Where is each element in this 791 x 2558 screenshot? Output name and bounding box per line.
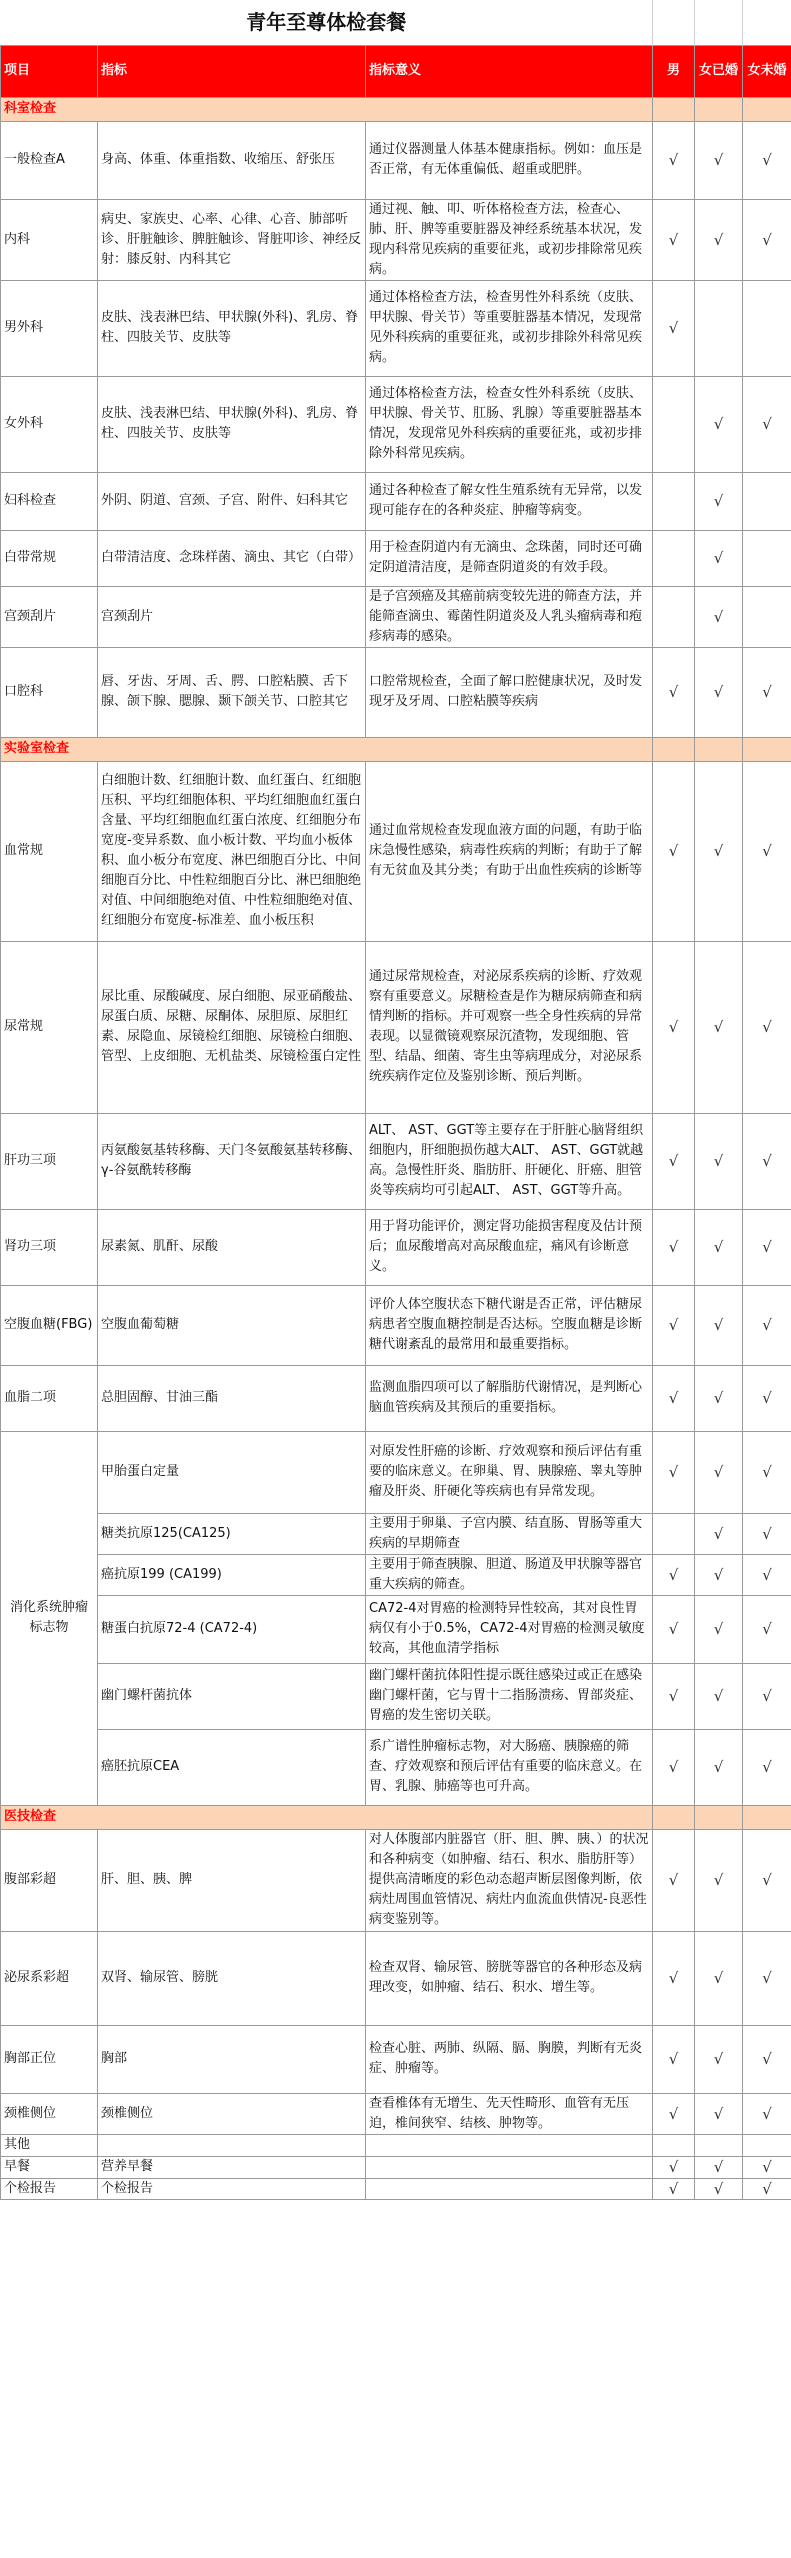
female-married-check: √ xyxy=(695,1431,743,1513)
row-indicator: 白细胞计数、红细胞计数、血红蛋白、红细胞压积、平均红细胞体积、平均红细胞血红蛋白含量、平均红细胞血红蛋白浓度、红细胞分布宽度-变异系数、血小板计数、平均血小板体积、血小板分布宽度、淋巴细胞百分比、中间细胞百分比、中性粒细胞百分比、淋巴细胞绝对值、中间细胞绝对值、中性粒细胞绝对值、红细胞分布宽度-标准差、血小板压积 xyxy=(98,761,366,941)
section-blank xyxy=(695,1805,743,1829)
female-married-check: √ xyxy=(695,199,743,280)
row-indicator: 幽门螺杆菌抗体 xyxy=(98,1663,366,1729)
female-married-check: √ xyxy=(695,1513,743,1554)
row-meaning: 通过视、触、叩、听体格检查方法，检查心、肺、肝、脾等重要脏器及神经系统基本状况，发现内科常见疾病的重要征兆，或初步排除常见疾病。 xyxy=(366,199,653,280)
row-indicator: 个检报告 xyxy=(98,2178,366,2199)
table-row xyxy=(1,1554,791,1595)
row-indicator: 癌胚抗原CEA xyxy=(98,1729,366,1805)
female-married-check xyxy=(695,280,743,376)
row-item: 男外科 xyxy=(1,280,98,376)
female-married-check: √ xyxy=(695,1554,743,1595)
section-title: 科室检查 xyxy=(1,97,653,121)
row-indicator: 癌抗原199 (CA199) xyxy=(98,1554,366,1595)
header-male: 男 xyxy=(653,45,695,97)
row-meaning: 主要用于筛查胰腺、胆道、肠道及甲状腺等器官重大疾病的筛查。 xyxy=(366,1554,653,1595)
row-meaning: 通过体格检查方法，检查男性外科系统（皮肤、甲状腺、骨关节）等重要脏器基本情况，发现常见外科疾病的重要征兆，或初步排除外科常见疾病。 xyxy=(366,280,653,376)
row-indicator: 肝、胆、胰、脾 xyxy=(98,1829,366,1931)
row-indicator: 空腹血葡萄糖 xyxy=(98,1285,366,1365)
section-blank xyxy=(653,737,695,761)
female-unmarried-check: √ xyxy=(743,2178,791,2199)
section-row xyxy=(1,97,791,121)
section-blank xyxy=(695,97,743,121)
row-indicator: 唇、牙齿、牙周、舌、腭、口腔粘膜、舌下腺、颌下腺、腮腺、颞下颌关节、口腔其它 xyxy=(98,647,366,737)
row-meaning: 是子宫颈癌及其癌前病变较先进的筛查方法，并能筛查滴虫、霉菌性阴道炎及人乳头瘤病毒和疱疹病毒的感染。 xyxy=(366,586,653,647)
female-married-check: √ xyxy=(695,1285,743,1365)
header-meaning: 指标意义 xyxy=(366,45,653,97)
row-item: 血常规 xyxy=(1,761,98,941)
row-meaning: 监测血脂四项可以了解脂肪代谢情况，是判断心脑血管疾病及其预后的重要指标。 xyxy=(366,1365,653,1431)
header-indicator: 指标 xyxy=(98,45,366,97)
male-check: √ xyxy=(653,647,695,737)
table-row xyxy=(1,1285,791,1365)
row-indicator: 糖蛋白抗原72-4 (CA72-4) xyxy=(98,1595,366,1663)
row-meaning xyxy=(366,2178,653,2199)
male-check: √ xyxy=(653,2025,695,2093)
female-unmarried-check: √ xyxy=(743,1595,791,1663)
row-meaning: 对原发性肝癌的诊断、疗效观察和预后评估有重要的临床意义。在卵巢、胃、胰腺癌、睾丸等肿瘤及肝炎、肝硬化等疾病也有异常发现。 xyxy=(366,1431,653,1513)
female-unmarried-check xyxy=(743,586,791,647)
section-blank xyxy=(743,1805,791,1829)
row-meaning: 系广谱性肿瘤标志物，对大肠癌、胰腺癌的筛查、疗效观察和预后评估有重要的临床意义。在胃、乳腺、肺癌等也可升高。 xyxy=(366,1729,653,1805)
table-row xyxy=(1,121,791,199)
row-item: 消化系统肿瘤标志物 xyxy=(1,1431,98,1805)
table-row xyxy=(1,2134,791,2156)
row-item: 白带常规 xyxy=(1,530,98,586)
male-check: √ xyxy=(653,1285,695,1365)
male-check: √ xyxy=(653,1431,695,1513)
female-married-check: √ xyxy=(695,2156,743,2178)
female-married-check: √ xyxy=(695,1365,743,1431)
row-blank xyxy=(743,2134,791,2156)
female-married-check: √ xyxy=(695,1663,743,1729)
row-item: 尿常规 xyxy=(1,941,98,1113)
row-indicator: 白带清洁度、念珠样菌、滴虫、其它（白带） xyxy=(98,530,366,586)
row-item: 内科 xyxy=(1,199,98,280)
row-item: 早餐 xyxy=(1,2156,98,2178)
row-item: 空腹血糖(FBG) xyxy=(1,1285,98,1365)
row-indicator: 双肾、输尿管、膀胱 xyxy=(98,1931,366,2025)
row-item: 宫颈刮片 xyxy=(1,586,98,647)
table-row xyxy=(1,2093,791,2134)
male-check: √ xyxy=(653,1829,695,1931)
row-indicator: 尿比重、尿酸碱度、尿白细胞、尿亚硝酸盐、尿蛋白质、尿糖、尿酮体、尿胆原、尿胆红素、尿隐血、尿镜检红细胞、尿镜检白细胞、管型、上皮细胞、无机盐类、尿镜检蛋白定性 xyxy=(98,941,366,1113)
section-blank xyxy=(743,737,791,761)
female-unmarried-check: √ xyxy=(743,1829,791,1931)
female-unmarried-check: √ xyxy=(743,1209,791,1285)
row-indicator: 皮肤、浅表淋巴结、甲状腺(外科)、乳房、脊柱、四肢关节、皮肤等 xyxy=(98,376,366,472)
row-item: 腹部彩超 xyxy=(1,1829,98,1931)
row-meaning: ALT、 AST、GGT等主要存在于肝脏心脑肾组织细胞内，肝细胞损伤越大ALT、 AST、GGT就越高。急慢性肝炎、脂肪肝、肝硬化、肝癌、胆管炎等疾病均可引起ALT、 AST、GGT等升高。 xyxy=(366,1113,653,1209)
female-unmarried-check: √ xyxy=(743,1554,791,1595)
row-blank xyxy=(653,2134,695,2156)
table-row xyxy=(1,2178,791,2199)
row-meaning: 通过尿常规检查，对泌尿系疾病的诊断、疗效观察有重要意义。尿糖检查是作为糖尿病筛查和病情判断的指标。并可观察一些全身性疾病的异常表现。以显微镜观察尿沉渣物，发现细胞、管型、结晶、细菌、寄生虫等病理成分，对泌尿系统疾病作定位及鉴别诊断、预后判断。 xyxy=(366,941,653,1113)
section-blank xyxy=(653,97,695,121)
section-blank xyxy=(743,97,791,121)
row-meaning: 检查心脏、两肺、纵隔、膈、胸膜，判断有无炎症、肿瘤等。 xyxy=(366,2025,653,2093)
row-meaning: CA72-4对胃癌的检测特异性较高，其对良性胃病仅有小于0.5%，CA72-4对胃癌的检测灵敏度较高，其他血清学指标 xyxy=(366,1595,653,1663)
male-check: √ xyxy=(653,2093,695,2134)
female-married-check: √ xyxy=(695,1595,743,1663)
female-married-check: √ xyxy=(695,941,743,1113)
table-row xyxy=(1,1663,791,1729)
row-indicator: 甲胎蛋白定量 xyxy=(98,1431,366,1513)
table-row xyxy=(1,941,791,1113)
row-item: 口腔科 xyxy=(1,647,98,737)
row-item: 颈椎侧位 xyxy=(1,2093,98,2134)
row-meaning: 用于肾功能评价，测定肾功能损害程度及估计预后；血尿酸增高对高尿酸血症，痛风有诊断意义。 xyxy=(366,1209,653,1285)
female-unmarried-check xyxy=(743,472,791,530)
female-unmarried-check: √ xyxy=(743,1285,791,1365)
female-unmarried-check: √ xyxy=(743,1431,791,1513)
row-indicator: 颈椎侧位 xyxy=(98,2093,366,2134)
female-married-check: √ xyxy=(695,530,743,586)
table-row xyxy=(1,376,791,472)
row-indicator: 身高、体重、体重指数、收缩压、舒张压 xyxy=(98,121,366,199)
table-row xyxy=(1,1365,791,1431)
row-meaning: 用于检查阴道内有无滴虫、念珠菌，同时还可确定阴道清洁度，是筛查阴道炎的有效手段。 xyxy=(366,530,653,586)
section-row xyxy=(1,1805,791,1829)
female-unmarried-check: √ xyxy=(743,761,791,941)
male-check: √ xyxy=(653,2156,695,2178)
row-indicator: 外阴、阴道、宫颈、子宫、附件、妇科其它 xyxy=(98,472,366,530)
table-row xyxy=(1,1729,791,1805)
row-item: 一般检查A xyxy=(1,121,98,199)
female-married-check: √ xyxy=(695,586,743,647)
female-unmarried-check: √ xyxy=(743,1663,791,1729)
female-unmarried-check: √ xyxy=(743,941,791,1113)
female-unmarried-check: √ xyxy=(743,647,791,737)
row-indicator: 胸部 xyxy=(98,2025,366,2093)
table-header xyxy=(1,45,791,97)
female-unmarried-check: √ xyxy=(743,1931,791,2025)
male-check: √ xyxy=(653,1113,695,1209)
male-check: √ xyxy=(653,280,695,376)
male-check: √ xyxy=(653,941,695,1113)
table-row xyxy=(1,2156,791,2178)
header-female-married: 女已婚 xyxy=(695,45,743,97)
row-indicator: 病史、家族史、心率、心律、心音、肺部听诊、肝脏触诊、脾脏触诊、肾脏叩诊、神经反射：膝反射、内科其它 xyxy=(98,199,366,280)
row-meaning: 评价人体空腹状态下糖代谢是否正常，评估糖尿病患者空腹血糖控制是否达标。空腹血糖是诊断糖代谢紊乱的最常用和最重要指标。 xyxy=(366,1285,653,1365)
female-married-check: √ xyxy=(695,121,743,199)
row-item: 妇科检查 xyxy=(1,472,98,530)
female-married-check: √ xyxy=(695,761,743,941)
male-check: √ xyxy=(653,1595,695,1663)
table-row xyxy=(1,761,791,941)
row-item: 肾功三项 xyxy=(1,1209,98,1285)
female-married-check: √ xyxy=(695,1209,743,1285)
section-title: 医技检查 xyxy=(1,1805,653,1829)
female-unmarried-check: √ xyxy=(743,1365,791,1431)
male-check: √ xyxy=(653,761,695,941)
female-unmarried-check: √ xyxy=(743,199,791,280)
section-row xyxy=(1,737,791,761)
female-married-check: √ xyxy=(695,376,743,472)
row-indicator: 尿素氮、肌酐、尿酸 xyxy=(98,1209,366,1285)
row-item: 女外科 xyxy=(1,376,98,472)
section-blank xyxy=(695,737,743,761)
row-meaning: 主要用于卵巢、子宫内膜、结直肠、胃肠等重大疾病的早期筛查 xyxy=(366,1513,653,1554)
female-unmarried-check: √ xyxy=(743,1729,791,1805)
female-unmarried-check: √ xyxy=(743,1113,791,1209)
row-meaning: 查看椎体有无增生、先天性畸形、血管有无压迫，椎间狭窄、结核、肿物等。 xyxy=(366,2093,653,2134)
male-check: √ xyxy=(653,1729,695,1805)
male-check xyxy=(653,376,695,472)
female-married-check: √ xyxy=(695,2178,743,2199)
row-indicator: 总胆固醇、甘油三酯 xyxy=(98,1365,366,1431)
row-blank xyxy=(366,2134,653,2156)
table-row xyxy=(1,472,791,530)
female-unmarried-check: √ xyxy=(743,121,791,199)
row-indicator: 营养早餐 xyxy=(98,2156,366,2178)
row-indicator: 丙氨酸氨基转移酶、天门冬氨酸氨基转移酶、γ-谷氨酰转移酶 xyxy=(98,1113,366,1209)
table-row xyxy=(1,199,791,280)
table-row xyxy=(1,1829,791,1931)
table-row xyxy=(1,1113,791,1209)
table-row xyxy=(1,1595,791,1663)
page-title: 青年至尊体检套餐 xyxy=(246,10,407,35)
female-married-check: √ xyxy=(695,1829,743,1931)
female-unmarried-check: √ xyxy=(743,376,791,472)
female-unmarried-check xyxy=(743,280,791,376)
male-check xyxy=(653,472,695,530)
female-married-check: √ xyxy=(695,1113,743,1209)
female-married-check: √ xyxy=(695,647,743,737)
row-meaning: 通过体格检查方法，检查女性外科系统（皮肤、甲状腺、骨关节、肛肠、乳腺）等重要脏器基本情况，发现常见外科疾病的重要征兆，或初步排除外科常见疾病。 xyxy=(366,376,653,472)
male-check: √ xyxy=(653,1209,695,1285)
table-row xyxy=(1,1931,791,2025)
header-female-unmarried: 女未婚 xyxy=(743,45,791,97)
male-check: √ xyxy=(653,1554,695,1595)
table-row xyxy=(1,2025,791,2093)
table-row xyxy=(1,1513,791,1554)
female-unmarried-check xyxy=(743,530,791,586)
section-title: 实验室检查 xyxy=(1,737,653,761)
male-check xyxy=(653,1513,695,1554)
row-meaning: 通过仪器测量人体基本健康指标。例如：血压是否正常，有无体重偏低、超重或肥胖。 xyxy=(366,121,653,199)
row-blank xyxy=(695,2134,743,2156)
row-indicator: 糖类抗原125(CA125) xyxy=(98,1513,366,1554)
male-check: √ xyxy=(653,1663,695,1729)
female-married-check: √ xyxy=(695,472,743,530)
female-unmarried-check: √ xyxy=(743,1513,791,1554)
row-blank xyxy=(98,2134,366,2156)
row-meaning: 幽门螺杆菌抗体阳性提示既往感染过或正在感染幽门螺杆菌，它与胃十二指肠溃疡、胃部炎症、胃癌的发生密切关联。 xyxy=(366,1663,653,1729)
row-meaning: 通过各种检查了解女性生殖系统有无异常，以发现可能存在的各种炎症、肿瘤等病变。 xyxy=(366,472,653,530)
female-unmarried-check: √ xyxy=(743,2093,791,2134)
female-married-check: √ xyxy=(695,1931,743,2025)
row-item: 个检报告 xyxy=(1,2178,98,2199)
row-meaning: 口腔常规检查，全面了解口腔健康状况，及时发现牙及牙周、口腔粘膜等疾病 xyxy=(366,647,653,737)
section-blank xyxy=(653,1805,695,1829)
header-item: 项目 xyxy=(1,45,98,97)
row-meaning xyxy=(366,2156,653,2178)
male-check: √ xyxy=(653,121,695,199)
male-check xyxy=(653,586,695,647)
table-row xyxy=(1,1431,791,1513)
table-row xyxy=(1,1209,791,1285)
table-row xyxy=(1,280,791,376)
row-meaning: 对人体腹部内脏器官（肝、胆、脾、胰、）的状况和各种病变（如肿瘤、结石、积水、脂肪肝等）提供高清晰度的彩色动态超声断层图像判断，依病灶周围血管情况、病灶内血流血供情况-良恶性病变鉴别等。 xyxy=(366,1829,653,1931)
female-married-check: √ xyxy=(695,2093,743,2134)
row-item: 胸部正位 xyxy=(1,2025,98,2093)
male-check: √ xyxy=(653,2178,695,2199)
male-check: √ xyxy=(653,1931,695,2025)
table-row xyxy=(1,647,791,737)
row-item: 泌尿系彩超 xyxy=(1,1931,98,2025)
row-meaning: 检查双肾、输尿管、膀胱等器官的各种形态及病理改变，如肿瘤、结石、积水、增生等。 xyxy=(366,1931,653,2025)
row-meaning: 通过血常规检查发现血液方面的问题，有助于临床急慢性感染，病毒性疾病的判断；有助于了解有无贫血及其分类；有助于出血性疾病的诊断等 xyxy=(366,761,653,941)
row-indicator: 皮肤、浅表淋巴结、甲状腺(外科)、乳房、脊柱、四肢关节、皮肤等 xyxy=(98,280,366,376)
male-check: √ xyxy=(653,199,695,280)
table-row xyxy=(1,530,791,586)
row-item: 肝功三项 xyxy=(1,1113,98,1209)
male-check: √ xyxy=(653,1365,695,1431)
male-check xyxy=(653,530,695,586)
row-item: 其他 xyxy=(1,2134,98,2156)
female-married-check: √ xyxy=(695,1729,743,1805)
female-unmarried-check: √ xyxy=(743,2156,791,2178)
row-item: 血脂二项 xyxy=(1,1365,98,1431)
female-married-check: √ xyxy=(695,2025,743,2093)
row-indicator: 宫颈刮片 xyxy=(98,586,366,647)
table-row xyxy=(1,586,791,647)
female-unmarried-check: √ xyxy=(743,2025,791,2093)
